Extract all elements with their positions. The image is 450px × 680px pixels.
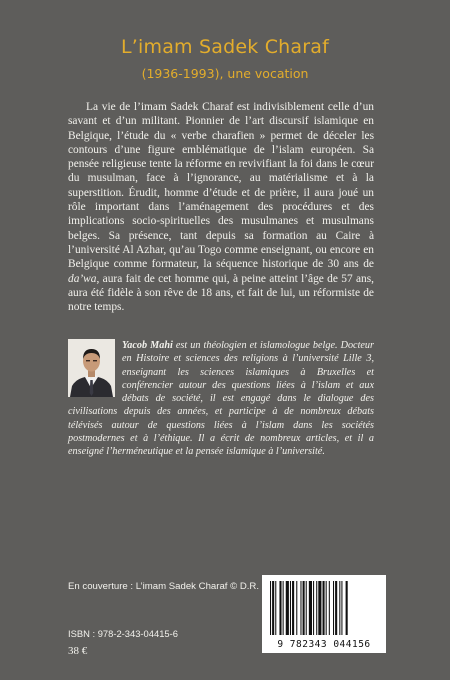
synopsis-text: La vie de l’imam Sadek Charaf est indivisiblement celle d’un savant et d’un militant. Pionnier de l’art discursif islamique en Belgique, l’étude du « verbe charafien » permet de déceler les contours d’une figure emblématique de l’islam européen. Sa pensée religieuse tente la réforme en revivifiant la foi dans le cœur du musulman, face à l’ignorance, au matérialisme et à la superstition. Érudit, homme d’étude et de prière, il aura joué un rôle important dans l’aménagement des procédures et des implications socio-spirituelles des musulmanes et musulmans belges. Sa présence, tant depuis sa formation au Caire à l’université Al Azhar, qu’au Togo comme enseignant, ou encore en Belgique comme formateur, la séquence historique de 30 ans de (68, 101, 374, 271)
author-bio-text: est un théologien et islamologue belge. Docteur en Histoire et sciences des religions à l’université Lille 3, enseignant les sciences islamiques à Bruxelles et conférencier autour des questions liées à l’islam et aux débats de société, il est engagé dans le dialogue des civilisations depuis des années, et participe à de nombreux débats télévisés autour de questions liées à l’islam dans les sociétés postmodernes et à l’éthique. Il a écrit de nombreux articles, et il a enseigné l’herméneutique et la pensée islamique à l’université. (68, 340, 374, 458)
book-title: L’imam Sadek Charaf (121, 36, 329, 58)
barcode-digits: 9 782343 044156 (277, 639, 371, 650)
author-photo (68, 339, 115, 397)
isbn: ISBN : 978-2-343-04415-6 (68, 628, 178, 639)
barcode (262, 575, 386, 653)
cover-credit: En couverture : L’imam Sadek Charaf © D.R. (68, 581, 260, 592)
author-portrait-icon (68, 339, 115, 397)
barcode-bars (268, 581, 380, 637)
synopsis-term: da’wa (68, 272, 97, 285)
price: 38 € (68, 645, 88, 657)
synopsis-text-end: , aura fait de cet homme qui, à peine atteint l’âge de 57 ans, aura été fidèle à son rêve de 18 ans, et fait de lui, un réformiste de notre temps. (68, 272, 374, 314)
author-name: Yacob Mahi (122, 340, 173, 351)
book-subtitle: (1936-1993), une vocation (141, 66, 309, 81)
author-section (68, 339, 374, 459)
synopsis (68, 100, 374, 314)
